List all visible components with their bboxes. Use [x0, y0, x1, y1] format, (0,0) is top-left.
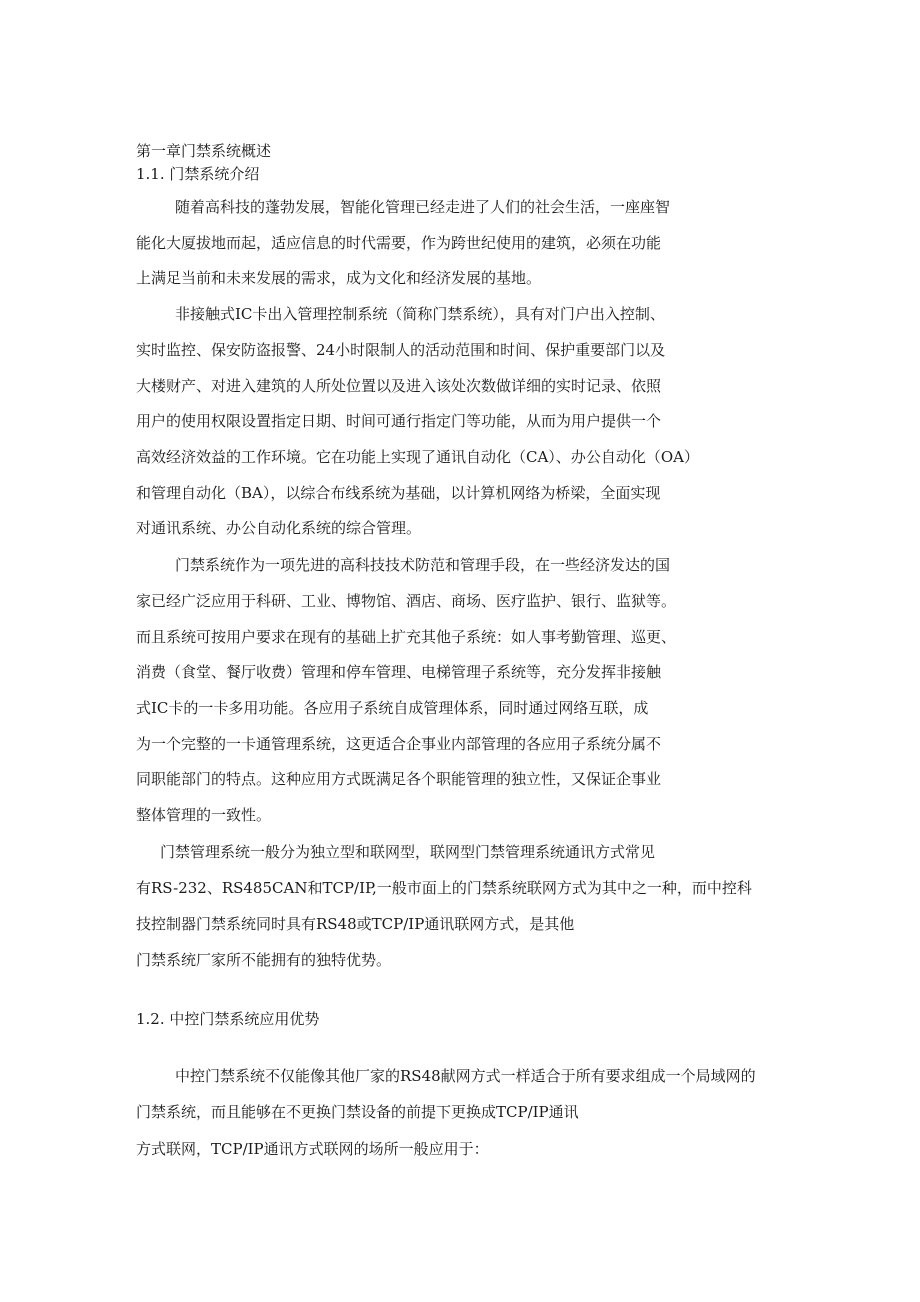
- text-line: 同职能部门的特点。这种应用方式既满足各个职能管理的独立性，又保证企事业: [136, 770, 662, 788]
- text-line: 门禁系统厂家所不能拥有的独特优势。: [136, 951, 392, 969]
- text-line: 大楼财产、对进入建筑的人所处位置以及进入该处次数做详细的实时记录、依照: [136, 377, 662, 395]
- text-line: 式IC卡的一卡多用功能。各应用子系统自成管理体系，同时通过网络互联，成: [136, 699, 649, 717]
- text-line: 消费（食堂、餐厅收费）管理和停车管理、电梯管理子系统等，充分发挥非接触: [136, 663, 662, 681]
- text-line: 为一个完整的一卡通管理系统，这更适合企事业内部管理的各应用子系统分属不: [136, 735, 662, 753]
- text-line: 而且系统可按用户要求在现有的基础上扩充其他子系统：如人事考勤管理、巡更、: [136, 628, 677, 646]
- text-line: 能化大厦拔地而起，适应信息的时代需要，作为跨世纪使用的建筑，必须在功能: [136, 234, 662, 252]
- text-line: 和管理自动化（BA），以综合布线系统为基础，以计算机网络为桥梁，全面实现: [136, 484, 661, 502]
- text-line: 用户的使用权限设置指定日期、时间可通行指定门等功能，从而为用户提供一个: [136, 412, 662, 430]
- text-line: 门禁管理系统一般分为独立型和联网型，联网型门禁管理系统通讯方式常见: [160, 843, 656, 861]
- text-line: 对通讯系统、办公自动化系统的综合管理。: [136, 519, 422, 537]
- text-line: 非接触式IC卡出入管理控制系统（简称门禁系统），具有对门户出入控制、: [175, 305, 665, 323]
- text-line: 有RS-232、RS485CAN和TCP/IP,一般市面上的门禁系统联网方式为其中之一种，而中控科: [136, 879, 752, 897]
- text-line: 方式联网，TCP/IP通讯方式联网的场所一般应用于：: [136, 1140, 489, 1158]
- text-line: 上满足当前和未来发展的需求，成为文化和经济发展的基地。: [136, 269, 542, 287]
- text-line: 中控门禁系统不仅能像其他厂家的RS48献网方式一样适合于所有要求组成一个局域网的: [175, 1067, 756, 1085]
- text-line: 门禁系统作为一项先进的高科技技术防范和管理手段，在一些经济发达的国: [175, 556, 671, 574]
- text-line: 家已经广泛应用于科研、工业、博物馆、酒店、商场、医疗监护、银行、监狱等。: [136, 592, 677, 610]
- text-line: 高效经济效益的工作环境。它在功能上实现了通讯自动化（CA）、办公自动化（OA）: [136, 448, 699, 466]
- chapter-title: 第一章门禁系统概述: [136, 142, 272, 160]
- text-line: 技控制器门禁系统同时具有RS48或TCP/IP通讯联网方式，是其他: [136, 915, 575, 933]
- section-heading-1-1: 1.1. 门禁系统介绍: [136, 165, 260, 183]
- text-line: 实时监控、保安防盗报警、24小时限制人的活动范围和时间、保护重要部门以及: [136, 341, 666, 359]
- text-line: 整体管理的一致性。: [136, 806, 272, 824]
- text-line: 随着高科技的蓬勃发展，智能化管理已经走进了人们的社会生活，一座座智: [175, 198, 671, 216]
- text-line: 门禁系统，而且能够在不更换门禁设备的前提下更换成TCP/IP通讯: [136, 1103, 579, 1121]
- section-heading-1-2: 1.2. 中控门禁系统应用优势: [136, 1010, 320, 1028]
